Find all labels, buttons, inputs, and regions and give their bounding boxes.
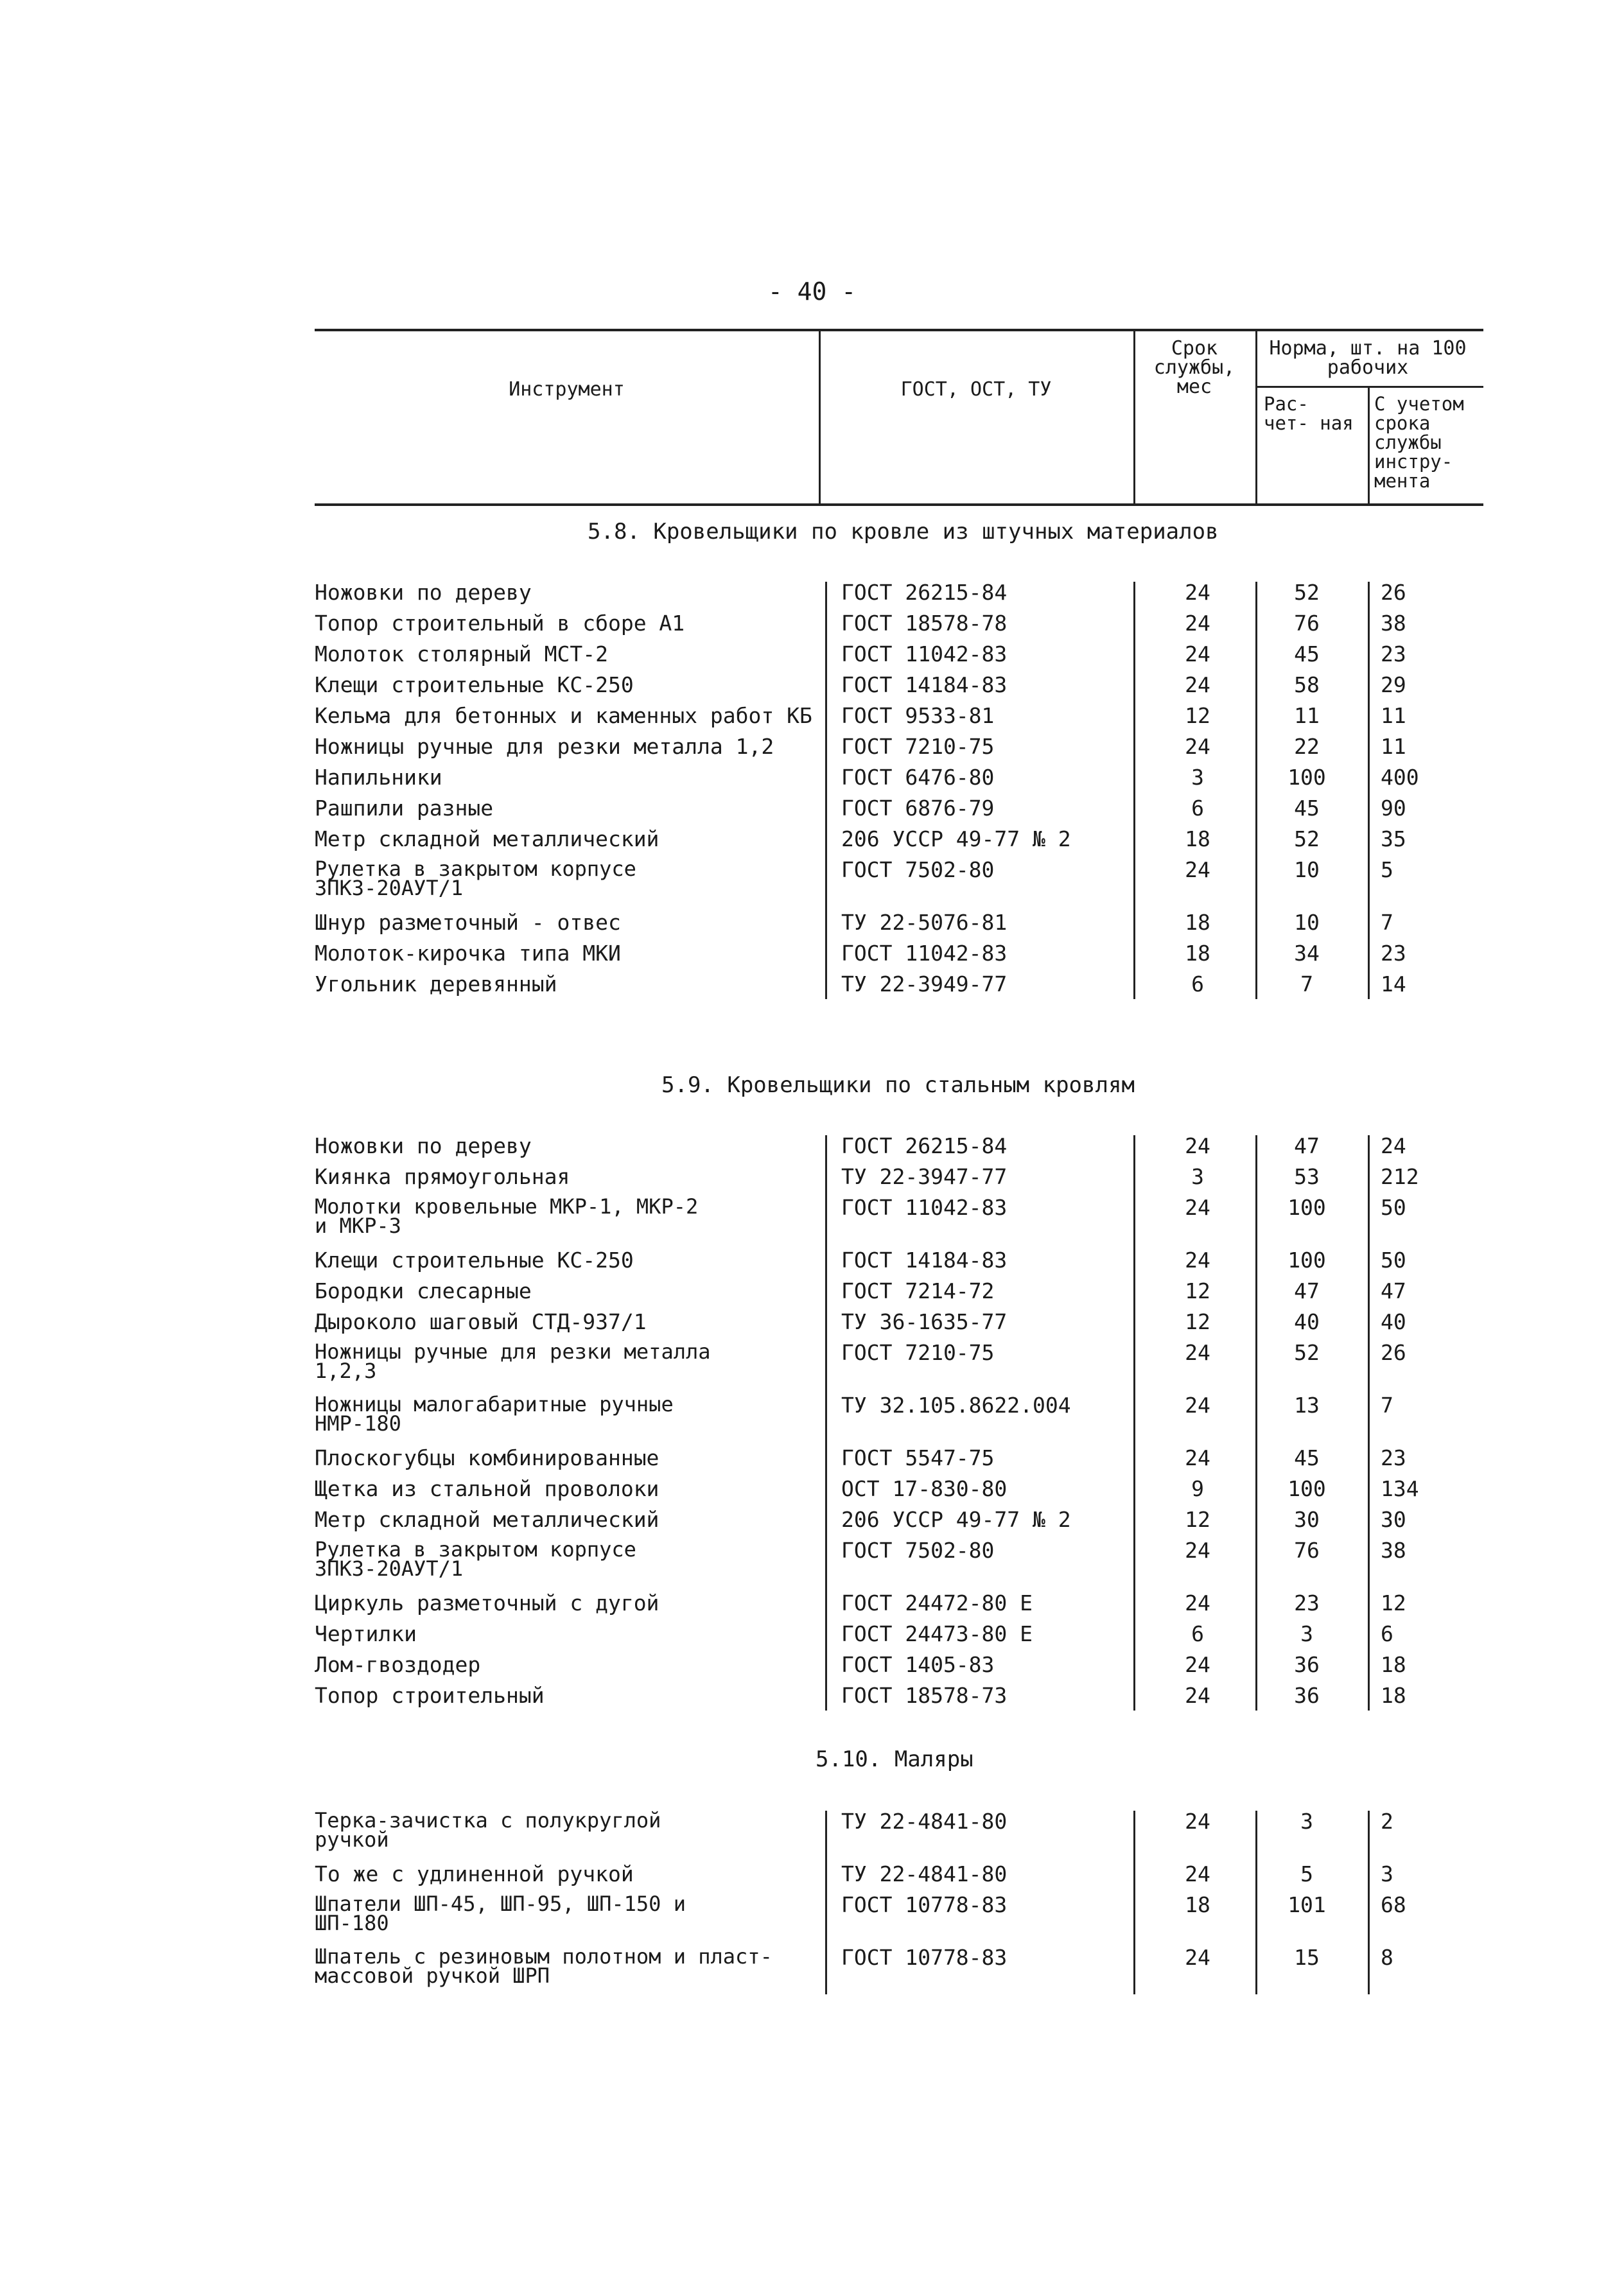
norm-calculated: 47 xyxy=(1294,1278,1320,1303)
norm-with-life: 212 xyxy=(1381,1164,1419,1189)
standard-code: ГОСТ 9533-81 xyxy=(841,703,995,728)
norm-calculated: 23 xyxy=(1294,1590,1320,1615)
standard-code: ГОСТ 24473-80 Е xyxy=(841,1621,1033,1646)
norm-with-life: 18 xyxy=(1381,1652,1406,1677)
standard-code: ГОСТ 26215-84 xyxy=(841,1133,1008,1158)
service-life: 24 xyxy=(1185,641,1210,666)
norm-calculated: 13 xyxy=(1294,1393,1320,1418)
standard-code: ОСТ 17-830-80 xyxy=(841,1476,1008,1501)
norm-with-life: 11 xyxy=(1381,734,1406,759)
norm-with-life: 7 xyxy=(1381,1393,1393,1418)
tool-name: Метр складной металлический xyxy=(315,1507,659,1532)
norm-calculated: 34 xyxy=(1294,941,1320,966)
column-divider xyxy=(825,582,827,999)
tool-name: Чертилки xyxy=(315,1621,417,1646)
service-life: 24 xyxy=(1185,1945,1210,1970)
norm-with-life: 11 xyxy=(1381,703,1406,728)
service-life: 12 xyxy=(1185,1507,1210,1532)
table-row xyxy=(315,1808,1483,1863)
table-row xyxy=(315,797,1483,828)
standard-code: ГОСТ 7210-75 xyxy=(841,1340,995,1365)
table-row xyxy=(315,828,1483,859)
standard-code: 206 УССР 49-77 № 2 xyxy=(841,826,1071,851)
header-gost: ГОСТ, ОСТ, ТУ xyxy=(900,378,1052,401)
service-life: 24 xyxy=(1185,580,1210,605)
service-life: 9 xyxy=(1191,1476,1204,1501)
service-life: 24 xyxy=(1185,1809,1210,1834)
norm-calculated: 10 xyxy=(1294,857,1320,882)
norm-calculated: 100 xyxy=(1288,1248,1326,1273)
norm-calculated: 22 xyxy=(1294,734,1320,759)
table-header xyxy=(315,329,1483,506)
standard-code: ТУ 22-3949-77 xyxy=(841,971,1008,997)
tool-name: Дыроколо шаговый СТД-937/1 xyxy=(315,1309,647,1334)
tool-name: Шпатели ШП-45, ШП-95, ШП-150 и ШП-180 xyxy=(315,1892,686,1935)
norm-calculated: 45 xyxy=(1294,641,1320,666)
tool-name: Ножовки по дереву xyxy=(315,580,532,605)
service-life: 24 xyxy=(1185,1861,1210,1886)
header-calc: Рас- чет- ная xyxy=(1264,393,1354,434)
norm-with-life: 47 xyxy=(1381,1278,1406,1303)
tool-name: Бородки слесарные xyxy=(315,1278,532,1303)
tool-name: Молоток-кирочка типа МКИ xyxy=(315,941,621,966)
table-row xyxy=(315,1944,1483,1999)
norm-with-life: 35 xyxy=(1381,826,1406,851)
service-life: 18 xyxy=(1185,941,1210,966)
service-life: 6 xyxy=(1191,796,1204,821)
standard-code: ГОСТ 10778-83 xyxy=(841,1945,1008,1970)
table-row xyxy=(315,1166,1483,1197)
service-life: 24 xyxy=(1185,1445,1210,1470)
standard-code: ТУ 22-3947-77 xyxy=(841,1164,1008,1189)
column-divider xyxy=(1255,582,1257,999)
norm-calculated: 100 xyxy=(1288,1476,1326,1501)
norm-calculated: 58 xyxy=(1294,672,1320,697)
norm-calculated: 5 xyxy=(1300,1861,1313,1886)
standard-code: ГОСТ 1405-83 xyxy=(841,1652,995,1677)
norm-calculated: 52 xyxy=(1294,580,1320,605)
header-life: Срок службы, мес xyxy=(1153,337,1235,398)
norm-with-life: 14 xyxy=(1381,971,1406,997)
tool-name: Клещи строительные КС-250 xyxy=(315,1248,634,1273)
service-life: 12 xyxy=(1185,1309,1210,1334)
header-divider xyxy=(819,331,821,503)
norm-calculated: 36 xyxy=(1294,1652,1320,1677)
norm-calculated: 100 xyxy=(1288,765,1326,790)
tool-name: То же с удлиненной ручкой xyxy=(315,1861,634,1886)
table-row xyxy=(315,1280,1483,1311)
tool-name: Молоток столярный МСТ-2 xyxy=(315,641,608,666)
standard-code: ГОСТ 7502-80 xyxy=(841,1538,995,1563)
standard-code: ГОСТ 6476-80 xyxy=(841,765,995,790)
header-norm: Норма, шт. на 100 рабочих xyxy=(1269,337,1467,379)
tool-name: Лом-гвоздодер xyxy=(315,1652,481,1677)
tool-name: Метр складной металлический xyxy=(315,826,659,851)
service-life: 24 xyxy=(1185,672,1210,697)
norm-with-life: 8 xyxy=(1381,1945,1393,1970)
tool-name: Угольник деревянный xyxy=(315,971,557,997)
service-life: 24 xyxy=(1185,611,1210,636)
service-life: 12 xyxy=(1185,1278,1210,1303)
column-divider xyxy=(1255,1135,1257,1711)
tool-name: Рашпили разные xyxy=(315,796,494,821)
standard-code: ТУ 36-1635-77 xyxy=(841,1309,1008,1334)
column-divider xyxy=(1133,582,1135,999)
section-title: 5.8. Кровельщики по кровле из штучных материалов xyxy=(588,519,1219,544)
service-life: 24 xyxy=(1185,734,1210,759)
standard-code: ГОСТ 14184-83 xyxy=(841,1248,1008,1273)
service-life: 18 xyxy=(1185,1892,1210,1917)
tools-table xyxy=(315,1135,1483,1718)
table-row xyxy=(315,1478,1483,1509)
column-divider xyxy=(1368,582,1370,999)
table-row xyxy=(315,705,1483,736)
norm-with-life: 50 xyxy=(1381,1195,1406,1220)
tool-name: Кельма для бетонных и каменных работ КБ xyxy=(315,703,812,728)
norm-calculated: 45 xyxy=(1294,1445,1320,1470)
norm-calculated: 7 xyxy=(1300,971,1313,997)
service-life: 18 xyxy=(1185,910,1210,935)
tool-name: Плоскогубцы комбинированные xyxy=(315,1445,659,1470)
service-life: 18 xyxy=(1185,826,1210,851)
norm-calculated: 47 xyxy=(1294,1133,1320,1158)
norm-with-life: 38 xyxy=(1381,611,1406,636)
standard-code: ГОСТ 7502-80 xyxy=(841,857,995,882)
service-life: 24 xyxy=(1185,1683,1210,1708)
tool-name: Шпатель с резиновым полотном и пласт- массовой ручкой ШРП xyxy=(315,1944,773,1988)
norm-with-life: 29 xyxy=(1381,672,1406,697)
norm-with-life: 40 xyxy=(1381,1309,1406,1334)
service-life: 3 xyxy=(1191,1164,1204,1189)
tool-name: Щетка из стальной проволоки xyxy=(315,1476,659,1501)
norm-calculated: 3 xyxy=(1300,1809,1313,1834)
norm-with-life: 26 xyxy=(1381,1340,1406,1365)
standard-code: ТУ 22-4841-80 xyxy=(841,1809,1008,1834)
norm-calculated: 15 xyxy=(1294,1945,1320,1970)
norm-with-life: 23 xyxy=(1381,641,1406,666)
standard-code: ГОСТ 6876-79 xyxy=(841,796,995,821)
column-divider xyxy=(1133,1135,1135,1711)
service-life: 24 xyxy=(1185,857,1210,882)
table-row xyxy=(315,736,1483,767)
tools-table xyxy=(315,582,1483,1006)
tool-name: Ножницы малогабаритные ручные НМР-180 xyxy=(315,1392,674,1436)
norm-with-life: 5 xyxy=(1381,857,1393,882)
column-divider xyxy=(1255,1811,1257,1994)
table-row xyxy=(315,767,1483,797)
norm-with-life: 50 xyxy=(1381,1248,1406,1273)
standard-code: ГОСТ 24472-80 Е xyxy=(841,1590,1033,1615)
norm-with-life: 400 xyxy=(1381,765,1419,790)
standard-code: ГОСТ 11042-83 xyxy=(841,641,1008,666)
norm-with-life: 2 xyxy=(1381,1809,1393,1834)
section-title: 5.9. Кровельщики по стальным кровлям xyxy=(661,1072,1135,1098)
standard-code: ГОСТ 14184-83 xyxy=(841,672,1008,697)
norm-with-life: 3 xyxy=(1381,1861,1393,1886)
table-row xyxy=(315,674,1483,705)
norm-with-life: 7 xyxy=(1381,910,1393,935)
tool-name: Терка-зачистка с полукруглой ручкой xyxy=(315,1808,661,1852)
norm-calculated: 100 xyxy=(1288,1195,1326,1220)
service-life: 24 xyxy=(1185,1248,1210,1273)
norm-with-life: 23 xyxy=(1381,941,1406,966)
standard-code: ГОСТ 11042-83 xyxy=(841,941,1008,966)
column-divider xyxy=(1133,1811,1135,1994)
norm-with-life: 18 xyxy=(1381,1683,1406,1708)
tool-name: Рулетка в закрытом корпусе ЗПКЗ-20АУТ/1 xyxy=(315,857,636,900)
tool-name: Ножницы ручные для резки металла 1,2 xyxy=(315,734,774,759)
norm-calculated: 36 xyxy=(1294,1683,1320,1708)
table-row xyxy=(315,1194,1483,1250)
table-row xyxy=(315,1509,1483,1540)
norm-calculated: 3 xyxy=(1300,1621,1313,1646)
header-divider xyxy=(1255,386,1483,388)
table-row xyxy=(315,1592,1483,1623)
norm-calculated: 76 xyxy=(1294,611,1320,636)
tool-name: Киянка прямоугольная xyxy=(315,1164,570,1189)
norm-calculated: 10 xyxy=(1294,910,1320,935)
norm-calculated: 53 xyxy=(1294,1164,1320,1189)
column-divider xyxy=(1368,1135,1370,1711)
table-row xyxy=(315,1894,1483,1947)
standard-code: ГОСТ 18578-78 xyxy=(841,611,1008,636)
norm-with-life: 12 xyxy=(1381,1590,1406,1615)
column-divider xyxy=(1368,1811,1370,1994)
page-number: - 40 - xyxy=(767,277,857,306)
norm-with-life: 23 xyxy=(1381,1445,1406,1470)
table-row xyxy=(315,1250,1483,1280)
table-row xyxy=(315,973,1483,1004)
service-life: 6 xyxy=(1191,971,1204,997)
tool-name: Молотки кровельные МКР-1, МКР-2 и МКР-3 xyxy=(315,1194,699,1238)
norm-with-life: 30 xyxy=(1381,1507,1406,1532)
service-life: 24 xyxy=(1185,1340,1210,1365)
section-title: 5.10. Маляры xyxy=(816,1746,974,1772)
tool-name: Шнур разметочный - отвес xyxy=(315,910,621,935)
table-row xyxy=(315,943,1483,973)
service-life: 24 xyxy=(1185,1133,1210,1158)
tools-table xyxy=(315,1808,1483,1997)
column-divider xyxy=(825,1135,827,1711)
standard-code: ГОСТ 7210-75 xyxy=(841,734,995,759)
header-divider xyxy=(1133,331,1135,503)
norm-calculated: 101 xyxy=(1288,1892,1326,1917)
table-row xyxy=(315,859,1483,912)
service-life: 24 xyxy=(1185,1538,1210,1563)
service-life: 24 xyxy=(1185,1590,1210,1615)
table-row xyxy=(315,1685,1483,1716)
norm-calculated: 52 xyxy=(1294,826,1320,851)
table-row xyxy=(315,1311,1483,1342)
service-life: 24 xyxy=(1185,1652,1210,1677)
service-life: 3 xyxy=(1191,765,1204,790)
standard-code: ГОСТ 10778-83 xyxy=(841,1892,1008,1917)
standard-code: ТУ 22-4841-80 xyxy=(841,1861,1008,1886)
norm-with-life: 134 xyxy=(1381,1476,1419,1501)
standard-code: 206 УССР 49-77 № 2 xyxy=(841,1507,1071,1532)
table-row xyxy=(315,912,1483,943)
header-divider xyxy=(1368,386,1370,503)
tool-name: Топор строительный xyxy=(315,1683,545,1708)
norm-calculated: 76 xyxy=(1294,1538,1320,1563)
tool-name: Клещи строительные КС-250 xyxy=(315,672,634,697)
column-divider xyxy=(825,1811,827,1994)
norm-calculated: 45 xyxy=(1294,796,1320,821)
table-row xyxy=(315,643,1483,674)
norm-with-life: 90 xyxy=(1381,796,1406,821)
standard-code: ГОСТ 5547-75 xyxy=(841,1445,995,1470)
service-life: 6 xyxy=(1191,1621,1204,1646)
norm-with-life: 68 xyxy=(1381,1892,1406,1917)
header-instrument: Инструмент xyxy=(509,378,625,401)
norm-with-life: 24 xyxy=(1381,1133,1406,1158)
standard-code: ГОСТ 18578-73 xyxy=(841,1683,1008,1708)
norm-calculated: 11 xyxy=(1294,703,1320,728)
norm-calculated: 30 xyxy=(1294,1507,1320,1532)
service-life: 12 xyxy=(1185,703,1210,728)
tool-name: Ножницы ручные для резки металла 1,2,3 xyxy=(315,1339,711,1383)
standard-code: ГОСТ 7214-72 xyxy=(841,1278,995,1303)
norm-calculated: 52 xyxy=(1294,1340,1320,1365)
standard-code: ГОСТ 26215-84 xyxy=(841,580,1008,605)
tool-name: Ножовки по дереву xyxy=(315,1133,532,1158)
table-row xyxy=(315,1654,1483,1685)
table-row xyxy=(315,1447,1483,1478)
tool-name: Рулетка в закрытом корпусе ЗПКЗ-20АУТ/1 xyxy=(315,1537,636,1581)
table-row xyxy=(315,1392,1483,1447)
header-divider xyxy=(1255,331,1257,503)
standard-code: ГОСТ 11042-83 xyxy=(841,1195,1008,1220)
norm-with-life: 6 xyxy=(1381,1621,1393,1646)
norm-calculated: 40 xyxy=(1294,1309,1320,1334)
table-row xyxy=(315,1623,1483,1654)
service-life: 24 xyxy=(1185,1393,1210,1418)
norm-with-life: 26 xyxy=(1381,580,1406,605)
table-row xyxy=(315,1135,1483,1166)
table-row xyxy=(315,582,1483,613)
header-with-life: С учетом срока службы инстру- мента xyxy=(1374,393,1464,492)
service-life: 24 xyxy=(1185,1195,1210,1220)
norm-with-life: 38 xyxy=(1381,1538,1406,1563)
table-row xyxy=(315,1537,1483,1592)
table-row xyxy=(315,613,1483,643)
tool-name: Циркуль разметочный с дугой xyxy=(315,1590,659,1615)
standard-code: ТУ 32.105.8622.004 xyxy=(841,1393,1071,1418)
standard-code: ТУ 22-5076-81 xyxy=(841,910,1008,935)
table-row xyxy=(315,1863,1483,1894)
table-row xyxy=(315,1339,1483,1395)
tool-name: Топор строительный в сборе А1 xyxy=(315,611,685,636)
tool-name: Напильники xyxy=(315,765,442,790)
